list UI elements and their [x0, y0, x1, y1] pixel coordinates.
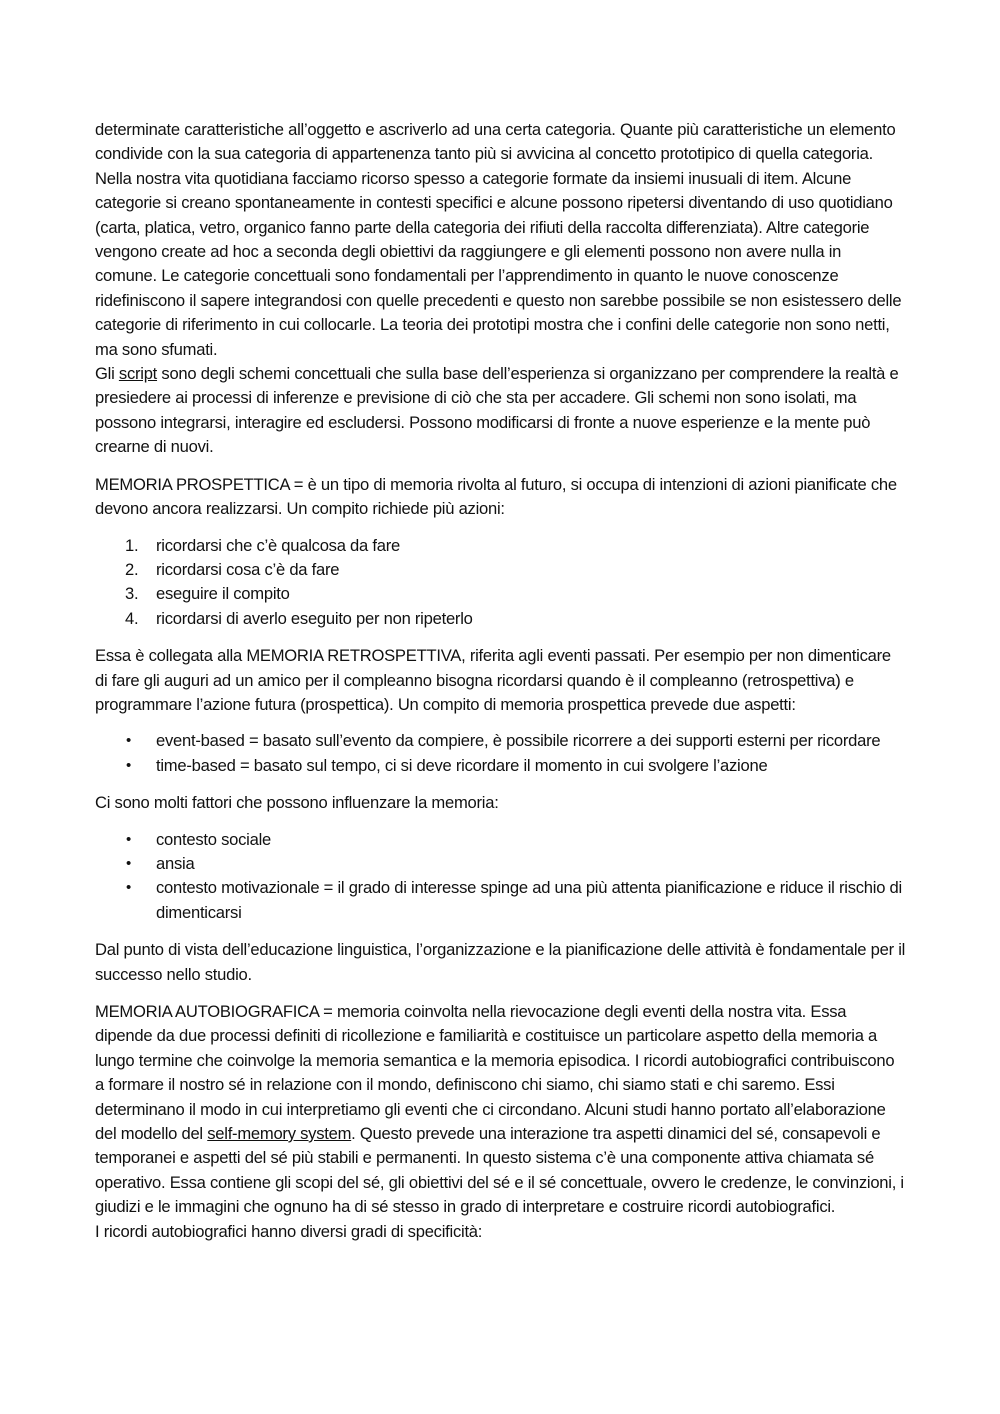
list-item: [95, 729, 907, 753]
list-item-text: eseguire il compito: [156, 584, 290, 604]
factors-list: [95, 828, 907, 926]
script-term: script: [118, 364, 158, 384]
list-item-text: ansia: [156, 853, 195, 873]
list-item: [95, 828, 907, 852]
bullet-icon: •: [126, 732, 132, 750]
paragraph-retrospective-memory: Essa è collegata alla MEMORIA RETROSPETTIVA, riferita agli eventi passati. Per esempio per non dimenticare di fare gli auguri ad un amico per il compleanno bisogna ricordarsi quando è il compleanno (retrospettiva) e programmare l’azione futura (prospettica). Un compito di memoria prospettica prevede due aspetti:: [95, 646, 891, 714]
paragraph-factors: Ci sono molti fattori che possono influenzare la memoria:: [95, 793, 499, 813]
list-item: [95, 607, 907, 631]
bullet-icon: •: [126, 756, 132, 774]
list-number: 1.: [125, 535, 139, 555]
list-item-text: ricordarsi cosa c’è da fare: [156, 559, 340, 579]
list-number: 3.: [125, 584, 139, 604]
bullet-icon: •: [126, 854, 132, 872]
paragraph-categories: determinate caratteristiche all’oggetto e ascriverlo ad una certa categoria. Quante più caratteristiche un elemento condivide con la sua categoria di appartenenza tanto più si avvicina al concetto prototipico di quella categoria. Nella nostra vita quotidiana facciamo ricorso spesso a categorie formate da insiemi inusuali di item. Alcune categorie si creano spontaneamente in contesti specifici e alcune possono ripetersi diventando di uso quotidiano (carta, platica, vetro, organico fanno parte della categoria dei rifiuti della raccolta differenziata). Altre categorie vengono create ad hoc a seconda degli obiettivi da raggiungere e gli elementi possono non avere nulla in comune. Le categorie concettuali sono fondamentali per l’apprendimento in quanto le nuove conoscenze ridefiniscono il sapere integrandosi con quelle precedenti e questo non sarebbe possibile se non esistessero delle categorie di riferimento in cui collocarle. La teoria dei prototipi mostra che i confini delle categorie non sono netti, ma sono sfumati.: [95, 120, 902, 359]
task-steps-list: [95, 534, 907, 632]
bullet-icon: •: [126, 879, 132, 897]
list-item: [95, 558, 907, 582]
list-item-text: contesto motivazionale = il grado di interesse spinge ad una più attenta pianificazione e riduce il rischio di dimenticarsi: [156, 878, 902, 922]
aspects-list: [95, 729, 907, 778]
list-item: [95, 754, 907, 778]
list-item-text: contesto sociale: [156, 829, 271, 849]
list-item-text: ricordarsi che c’è qualcosa da fare: [156, 535, 400, 555]
list-item: [95, 534, 907, 558]
paragraph-script: [95, 362, 907, 460]
bullet-icon: •: [126, 830, 132, 848]
paragraph-autobiographical-memory: [95, 1000, 907, 1220]
document-page: [95, 118, 907, 1244]
list-item: [95, 582, 907, 606]
paragraph-specificity: I ricordi autobiografici hanno diversi gradi di specificità:: [95, 1221, 483, 1241]
autobio-prefix: MEMORIA AUTOBIOGRAFICA = memoria coinvolta nella rievocazione degli eventi della nostra vita. Essa dipende da due processi definiti di ricollezione e familiarità e costituisce un particolare aspetto della memoria a lungo termine che coinvolge la memoria semantica e la memoria episodica. I ricordi autobiografici contribuiscono a formare il nostro sé in relazione con il mondo, definiscono chi siamo, chi siamo stati e chi saremo. Essi determinano il modo in cui interpretiamo gli eventi che ci circondano. Alcuni studi hanno portato all’elaborazione del modello del: [95, 1002, 895, 1144]
paragraph-prospective-memory: MEMORIA PROSPETTICA = è un tipo di memoria rivolta al futuro, si occupa di intenzioni di azioni pianificate che devono ancora realizzarsi. Un compito richiede più azioni:: [95, 474, 897, 519]
list-item-text: event-based = basato sull’evento da compiere, è possibile ricorrere a dei supporti esterni per ricordare: [156, 731, 881, 751]
paragraph-linguistic-education: Dal punto di vista dell’educazione linguistica, l’organizzazione e la pianificazione delle attività è fondamentale per il successo nello studio.: [95, 940, 906, 984]
list-item-text: time-based = basato sul tempo, ci si deve ricordare il momento in cui svolgere l’azione: [156, 755, 768, 775]
list-item: [95, 852, 907, 876]
list-item-text: ricordarsi di averlo eseguito per non ripeterlo: [156, 608, 473, 628]
script-suffix: sono degli schemi concettuali che sulla base dell’esperienza si organizzano per comprendere la realtà e presiedere ai processi di inferenze e previsione di ciò che sta per accadere. Gli schemi non sono isolati, ma possono integrarsi, interagire ed escludersi. Possono modificarsi di fronte a nuove esperienze e la mente può crearne di nuovi.: [95, 364, 899, 457]
list-item: [95, 876, 907, 925]
list-number: 2.: [125, 559, 139, 579]
self-memory-system-term: self-memory system: [207, 1124, 352, 1144]
script-prefix: Gli: [95, 364, 119, 384]
autobio-suffix: . Questo prevede una interazione tra aspetti dinamici del sé, consapevoli e temporanei e aspetti del sé più stabili e permanenti. In questo sistema c’è una componente attiva chiamata sé operativo. Essa contiene gli scopi del sé, gli obiettivi del sé e il sé concettuale, ovvero le credenze, le convinzioni, i giudizi e le immagini che ognuno ha di sé stesso in grado di interpretare e costruire ricordi autobiografici.: [95, 1124, 904, 1217]
list-number: 4.: [125, 608, 139, 628]
